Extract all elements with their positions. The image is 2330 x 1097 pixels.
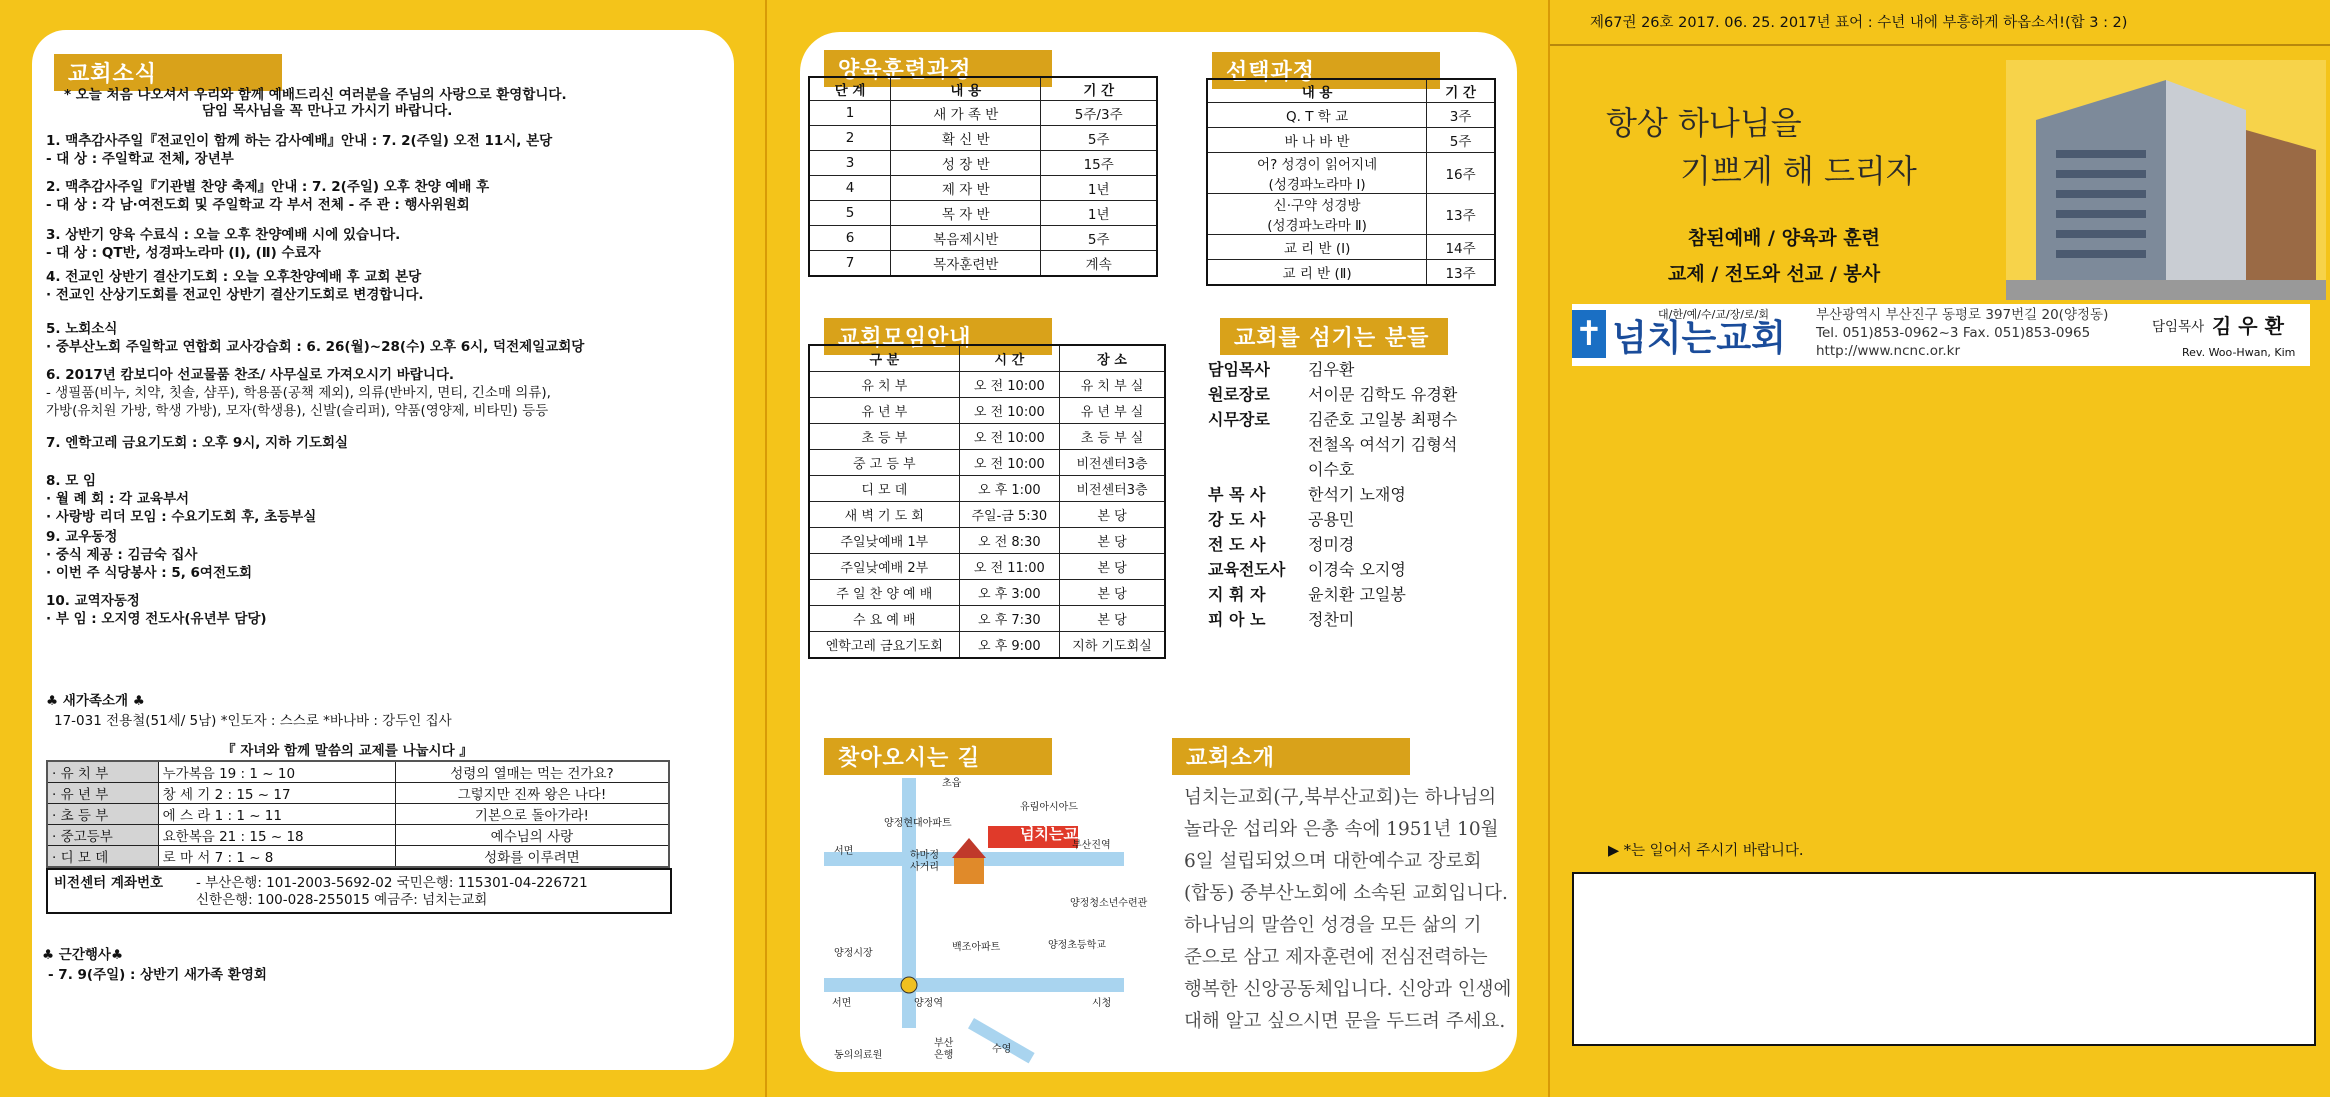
nurture-row-cell: 새 가 족 반 <box>891 101 1041 126</box>
header-rule <box>1550 44 2330 46</box>
church-news-panel <box>32 30 734 1070</box>
nurture-row-cell: 제 자 반 <box>891 176 1041 201</box>
map-church-label: 넘치는교회 <box>1020 825 1093 843</box>
meeting-row-cell: 본 당 <box>1060 502 1165 528</box>
nurture-row-cell: 5 <box>809 201 891 226</box>
pastor-english: Rev. Woo-Hwan, Kim <box>2182 346 2296 359</box>
meeting-row-cell: 오 전 8:30 <box>959 528 1059 554</box>
servant-role: 전 도 사 <box>1208 535 1266 554</box>
bible-cell: · 유 치 부 <box>47 761 158 783</box>
meeting-row-cell: 수 요 예 배 <box>809 606 959 632</box>
bible-cell: 성령의 열매는 먹는 건가요? <box>395 761 669 783</box>
nurture-row-cell: 5주 <box>1041 226 1157 251</box>
meeting-row <box>809 398 1165 424</box>
meeting-row <box>809 424 1165 450</box>
nurture-row <box>809 201 1157 226</box>
nurture-row-cell: 5주 <box>1041 126 1157 151</box>
elective-row <box>1207 235 1495 260</box>
elective-row-cell: 5주 <box>1427 128 1495 153</box>
intro-title: 교회소개 <box>1172 738 1410 775</box>
bible-cell: · 중고등부 <box>47 825 158 846</box>
meeting-row <box>809 606 1165 632</box>
map-label: 백조아파트 <box>952 942 1001 953</box>
news-item-line: · 월 례 회 : 각 교육부서 <box>46 491 190 507</box>
elective-row <box>1207 128 1495 153</box>
nurture-row-cell: 성 장 반 <box>891 151 1041 176</box>
bible-cell: 요한복음 21 : 15 ~ 18 <box>158 825 395 846</box>
meeting-row-cell: 새 벽 기 도 회 <box>809 502 959 528</box>
stand-note: ▶ *는 일어서 주시기 바랍니다. <box>1608 843 1804 859</box>
servant-names: 이수호 <box>1308 460 1355 479</box>
nurture-row-cell: 3 <box>809 151 891 176</box>
servant-names: 정미경 <box>1308 535 1355 554</box>
elective-row-cell: 13주 <box>1427 260 1495 286</box>
meeting-row-cell: 비전센터3층 <box>1060 450 1165 476</box>
upcoming-line: - 7. 9(주일) : 상반기 새가족 환영회 <box>48 967 267 983</box>
slogan-line-2: 기쁘게 해 드리자 <box>1680 152 1917 190</box>
elective-row <box>1207 194 1495 235</box>
bible-cell: 기본으로 돌아가라! <box>395 804 669 825</box>
news-item-line: · 중식 제공 : 김금숙 집사 <box>46 547 198 563</box>
servant-names: 이경숙 오지영 <box>1308 560 1406 579</box>
servant-names: 공용민 <box>1308 510 1355 529</box>
elective-row-cell: 13주 <box>1427 194 1495 235</box>
pastor-name: 김 우 환 <box>2212 314 2284 338</box>
servant-names: 정찬미 <box>1308 610 1355 629</box>
directions-map <box>824 778 1144 1064</box>
elective-row-header-cell: 내 용 <box>1207 79 1427 103</box>
meeting-row-cell: 본 당 <box>1060 606 1165 632</box>
elective-row-cell: 바 나 바 반 <box>1207 128 1427 153</box>
nurture-row-cell: 5주/3주 <box>1041 101 1157 126</box>
meeting-row-cell: 본 당 <box>1060 580 1165 606</box>
church-tel: Tel. 051)853-0962~3 Fax. 051)853-0965 <box>1816 325 2091 341</box>
map-label: 하마정 사거리 <box>910 850 939 873</box>
meeting-row-header <box>809 345 1165 372</box>
nurture-row-cell: 1년 <box>1041 201 1157 226</box>
news-item-line: · 중부산노회 주일학교 연합회 교사강습회 : 6. 26(월)~28(수) 오후 6시, 덕전제일교회당 <box>46 339 585 355</box>
news-item-line: 3. 상반기 양육 수료식 : 오늘 오후 찬양예배 시에 있습니다. <box>46 227 401 243</box>
servant-names: 김준호 고일봉 최평수 <box>1308 410 1458 429</box>
worship-panel <box>1550 0 2330 1097</box>
slogan-line-1: 항상 하나님을 <box>1606 104 1802 142</box>
issue-header: 제67권 26호 2017. 06. 25. 2017년 표어 : 수년 내에 부흥하게 하옵소서!(합 3 : 2) <box>1590 15 2128 31</box>
cross-logo-icon: ✝ <box>1572 310 1606 358</box>
church-logo-bar <box>1572 304 2310 366</box>
servant-role: 교육전도사 <box>1208 560 1286 579</box>
meeting-row <box>809 632 1165 659</box>
church-denomination: 대/한/예/수/교/장/로/회 <box>1658 308 1769 321</box>
news-item-line: 8. 모 임 <box>46 473 97 489</box>
meeting-row <box>809 372 1165 398</box>
elective-title: 선택과정 <box>1212 52 1440 89</box>
intro-line: 넘치는교회(구,북부산교회)는 하나님의 <box>1184 787 1497 808</box>
church-url[interactable]: http://www.ncnc.or.kr <box>1816 343 1961 359</box>
servant-role: 시무장로 <box>1208 410 1270 429</box>
news-title: 교회소식 <box>54 54 282 91</box>
meeting-row-cell: 오 후 7:30 <box>959 606 1059 632</box>
nurture-row <box>809 126 1157 151</box>
meeting-row-cell: 디 모 데 <box>809 476 959 502</box>
bible-row <box>47 825 669 846</box>
elective-row-cell: 교 리 반 (Ⅱ) <box>1207 260 1427 286</box>
map-label: 초읍 <box>942 778 962 789</box>
fold-line-1 <box>765 0 767 1097</box>
meeting-row-cell: 본 당 <box>1060 528 1165 554</box>
newfamily-title: ♣ 새가족소개 ♣ <box>46 693 145 709</box>
servant-names: 서이문 김학도 유경환 <box>1308 385 1458 404</box>
weekday-box <box>1572 872 2316 1046</box>
news-item-line: 9. 교우동정 <box>46 529 118 545</box>
news-item-line: 6. 2017년 캄보디아 선교물품 찬조/ 사무실로 가져오시기 바랍니다. <box>46 367 455 383</box>
map-label: 양정시장 <box>834 948 873 959</box>
nurture-row <box>809 101 1157 126</box>
map-label: 양정청소년수련관 <box>1070 898 1148 909</box>
nurture-title: 양육훈련과정 <box>824 50 1052 87</box>
map-label: 수영 <box>992 1044 1012 1055</box>
map-title: 찾아오시는 길 <box>824 738 1052 775</box>
elective-row <box>1207 260 1495 286</box>
nurture-row-cell: 6 <box>809 226 891 251</box>
nurture-row-header-cell: 단 계 <box>809 77 891 101</box>
bible-row <box>47 846 669 868</box>
bible-cell: 예수님의 사랑 <box>395 825 669 846</box>
meeting-title: 교회모임안내 <box>824 318 1052 355</box>
news-item-line: · 부 임 : 오지영 전도사(유년부 담당) <box>46 611 267 627</box>
nurture-row-header <box>809 77 1157 101</box>
nurture-row-cell: 4 <box>809 176 891 201</box>
meeting-row-cell: 비전센터3층 <box>1060 476 1165 502</box>
nurture-row-cell: 2 <box>809 126 891 151</box>
map-label: 서면 <box>832 998 852 1009</box>
intro-line: 준으로 삼고 제자훈련에 전심전력하는 <box>1184 947 1488 968</box>
meeting-row-cell: 주일낮예배 1부 <box>809 528 959 554</box>
news-item-line: 4. 전교인 상반기 결산기도회 : 오늘 오후찬양예배 후 교회 본당 <box>46 269 422 285</box>
meeting-row-cell: 엔학고레 금요기도회 <box>809 632 959 659</box>
news-item-line: · 사랑방 리더 모임 : 수요기도회 후, 초등부실 <box>46 509 317 525</box>
intro-line: 행복한 신앙공동체입니다. 신앙과 인생에 <box>1184 979 1512 1000</box>
servants-title: 교회를 섬기는 분들 <box>1220 318 1448 355</box>
news-item-line: 2. 맥추감사주일『기관별 찬양 축제』안내 : 7. 2(주일) 오후 찬양 예배 후 <box>46 179 490 195</box>
meeting-row <box>809 580 1165 606</box>
servant-names: 한석기 노재영 <box>1308 485 1406 504</box>
elective-row <box>1207 153 1495 194</box>
news-item-line: 가방(유치원 가방, 학생 가방), 모자(학생용), 신발(슬리퍼), 약품(영양제, 비타민) 등등 <box>46 403 549 419</box>
bible-cell: 누가복음 19 : 1 ~ 10 <box>158 761 395 783</box>
nurture-row-cell: 7 <box>809 251 891 277</box>
intro-line: 대해 알고 싶으시면 문을 두드려 주세요. <box>1184 1011 1506 1032</box>
map-label: 부산진역 <box>1072 840 1111 851</box>
welcome-line-2: 담임 목사님을 꼭 만나고 가시기 바랍니다. <box>202 103 453 119</box>
news-item-line: 1. 맥추감사주일『전교인이 함께 하는 감사예배』안내 : 7. 2(주일) 오전 11시, 본당 <box>46 133 553 149</box>
motto-line-1: 참된예배 / 양육과 훈련 <box>1688 227 1880 249</box>
meeting-row-cell: 오 전 10:00 <box>959 424 1059 450</box>
meeting-row-cell: 주 일 찬 양 예 배 <box>809 580 959 606</box>
map-label: 동의의료원 <box>834 1050 883 1061</box>
meeting-row <box>809 528 1165 554</box>
meeting-row-cell: 유 년 부 <box>809 398 959 424</box>
elective-row <box>1207 103 1495 128</box>
nurture-row-header-cell: 내 용 <box>891 77 1041 101</box>
church-address: 부산광역시 부산진구 동평로 397번길 20(양정동) <box>1816 307 2109 323</box>
meeting-table <box>808 344 1166 659</box>
account-label: 비전센터 계좌번호 <box>54 875 164 891</box>
meeting-row-cell: 오 후 3:00 <box>959 580 1059 606</box>
meeting-row <box>809 554 1165 580</box>
map-label: 유림아시아드 <box>1020 802 1078 813</box>
welcome-line-1: * 오늘 처음 나오셔서 우리와 함께 예배드리신 여러분을 주님의 사랑으로 환영합니다. <box>64 87 567 103</box>
nurture-row-cell: 15주 <box>1041 151 1157 176</box>
nurture-row <box>809 251 1157 277</box>
elective-row-header <box>1207 79 1495 103</box>
upcoming-title: ♣ 근간행사♣ <box>42 947 124 963</box>
news-item-line: · 전교인 산상기도회를 전교인 상반기 결산기도회로 변경합니다. <box>46 287 424 303</box>
map-label: 서면 <box>834 846 854 857</box>
news-item-line: 7. 엔학고레 금요기도회 : 오후 9시, 지하 기도회실 <box>46 435 349 451</box>
elective-table <box>1206 78 1496 286</box>
servant-names: 윤치환 고일봉 <box>1308 585 1406 604</box>
meeting-row-header-cell: 장 소 <box>1060 345 1165 372</box>
news-item-line: 5. 노회소식 <box>46 321 118 337</box>
bible-table <box>46 760 670 868</box>
meeting-row-cell: 오 후 9:00 <box>959 632 1059 659</box>
meeting-row-cell: 지하 기도회실 <box>1060 632 1165 659</box>
intro-line: 6일 설립되었으며 대한예수교 장로회 <box>1184 851 1482 872</box>
nurture-row-cell: 계속 <box>1041 251 1157 277</box>
elective-row-header-cell: 기 간 <box>1427 79 1495 103</box>
meeting-row-cell: 초 등 부 <box>809 424 959 450</box>
nurture-row <box>809 176 1157 201</box>
newfamily-line: 17-031 전용철(51세/ 5남) *인도자 : 스스로 *바나바 : 강두인 집사 <box>54 713 452 729</box>
news-item-line: 10. 교역자동정 <box>46 593 140 609</box>
account-line-1: - 부산은행: 101-2003-5692-02 국민은행: 115301-04-226721 <box>196 875 588 891</box>
elective-row-cell: 어? 성경이 읽어지네 (성경파노라마 Ⅰ) <box>1207 153 1427 194</box>
meeting-row <box>809 476 1165 502</box>
news-item-line: - 대 상 : 주일학교 전체, 장년부 <box>46 151 234 167</box>
servant-role: 지 휘 자 <box>1208 585 1266 604</box>
nurture-row-cell: 목 자 반 <box>891 201 1041 226</box>
servant-names: 전철옥 여석기 김형석 <box>1308 435 1458 454</box>
news-item-line: - 대 상 : QT반, 성경파노라마 (Ⅰ), (Ⅱ) 수료자 <box>46 245 321 261</box>
bible-cell: 에 스 라 1 : 1 ~ 11 <box>158 804 395 825</box>
programs-panel <box>800 32 1517 1072</box>
meeting-row-cell: 유 년 부 실 <box>1060 398 1165 424</box>
meeting-row-cell: 오 전 10:00 <box>959 398 1059 424</box>
meeting-row-header-cell: 구 분 <box>809 345 959 372</box>
bible-cell: 성화를 이루려면 <box>395 846 669 868</box>
bible-row <box>47 804 669 825</box>
pastor-label: 담임목사 <box>2152 319 2205 335</box>
meeting-row <box>809 450 1165 476</box>
meeting-row <box>809 502 1165 528</box>
elective-row-cell: Q. T 학 교 <box>1207 103 1427 128</box>
nurture-row-cell: 목자훈련반 <box>891 251 1041 277</box>
news-item-line: - 대 상 : 각 남·여전도회 및 주일학교 각 부서 전체 - 주 관 : 행사위원회 <box>46 197 470 213</box>
meeting-row-cell: 오 후 1:00 <box>959 476 1059 502</box>
bible-row <box>47 783 669 804</box>
intro-line: 하나님의 말씀인 성경을 모든 삶의 기 <box>1184 915 1482 936</box>
nurture-row <box>809 151 1157 176</box>
meeting-row-cell: 오 전 11:00 <box>959 554 1059 580</box>
servant-role: 강 도 사 <box>1208 510 1266 529</box>
church-name: 넘치는교회 <box>1612 318 1786 359</box>
meeting-row-cell: 유 치 부 <box>809 372 959 398</box>
elective-row-cell: 신·구약 성경방 (성경파노라마 Ⅱ) <box>1207 194 1427 235</box>
station-marker <box>901 977 917 993</box>
nurture-row-cell: 확 신 반 <box>891 126 1041 151</box>
map-label: 양정현대아파트 <box>884 818 952 829</box>
account-line-2: 신한은행: 100-028-255015 예금주: 넘치는교회 <box>196 892 488 908</box>
elective-row-cell: 16주 <box>1427 153 1495 194</box>
nurture-row <box>809 226 1157 251</box>
servant-names: 김우환 <box>1308 360 1355 379</box>
bible-cell: 창 세 기 2 : 15 ~ 17 <box>158 783 395 804</box>
map-road-horizontal <box>824 978 1124 992</box>
nurture-row-cell: 복음제시반 <box>891 226 1041 251</box>
bible-row <box>47 761 669 783</box>
nurture-table <box>808 76 1158 277</box>
meeting-row-cell: 주일-금 5:30 <box>959 502 1059 528</box>
motto-line-2: 교제 / 전도와 선교 / 봉사 <box>1668 263 1881 285</box>
map-label: 시청 <box>1092 998 1112 1009</box>
elective-row-cell: 14주 <box>1427 235 1495 260</box>
nurture-row-cell: 1년 <box>1041 176 1157 201</box>
bible-cell: 로 마 서 7 : 1 ~ 8 <box>158 846 395 868</box>
meeting-row-cell: 초 등 부 실 <box>1060 424 1165 450</box>
bible-cell: · 초 등 부 <box>47 804 158 825</box>
servant-role: 원로장로 <box>1208 385 1270 404</box>
bible-cell: · 디 모 데 <box>47 846 158 868</box>
map-label: 양정역 <box>914 998 943 1009</box>
meeting-row-header-cell: 시 간 <box>959 345 1059 372</box>
church-roof <box>952 838 986 858</box>
servant-role: 피 아 노 <box>1208 610 1266 629</box>
elective-row-cell: 교 리 반 (Ⅰ) <box>1207 235 1427 260</box>
map-label: 양정초등학교 <box>1048 940 1106 951</box>
meeting-row-cell: 주일낮예배 2부 <box>809 554 959 580</box>
intro-line: 놀라운 섭리와 은총 속에 1951년 10월 <box>1184 819 1499 840</box>
elective-row-cell: 3주 <box>1427 103 1495 128</box>
meeting-row-cell: 유 치 부 실 <box>1060 372 1165 398</box>
servant-role: 담임목사 <box>1208 360 1270 379</box>
news-item-line: · 이번 주 식당봉사 : 5, 6여전도회 <box>46 565 253 581</box>
intro-line: (합동) 중부산노회에 소속된 교회입니다. <box>1184 883 1508 904</box>
bible-cell: · 유 년 부 <box>47 783 158 804</box>
bible-title: 『 자녀와 함께 말씀의 교제를 나눕시다 』 <box>222 743 473 759</box>
nurture-row-header-cell: 기 간 <box>1041 77 1157 101</box>
meeting-row-cell: 중 고 등 부 <box>809 450 959 476</box>
bible-cell: 그렇지만 진짜 왕은 나다! <box>395 783 669 804</box>
map-road-diagonal <box>968 1018 1035 1063</box>
map-label: 부산 은행 <box>934 1038 954 1061</box>
servant-role: 부 목 사 <box>1208 485 1266 504</box>
meeting-row-cell: 본 당 <box>1060 554 1165 580</box>
nurture-row-cell: 1 <box>809 101 891 126</box>
church-marker <box>954 858 984 884</box>
meeting-row-cell: 오 전 10:00 <box>959 450 1059 476</box>
news-item-line: - 생필품(비누, 치약, 칫솔, 샴푸), 학용품(공책 제외), 의류(반바지, 면티, 긴소매 의류), <box>46 385 551 401</box>
account-box <box>46 868 672 914</box>
church-building-photo <box>2006 60 2326 300</box>
meeting-row-cell: 오 전 10:00 <box>959 372 1059 398</box>
